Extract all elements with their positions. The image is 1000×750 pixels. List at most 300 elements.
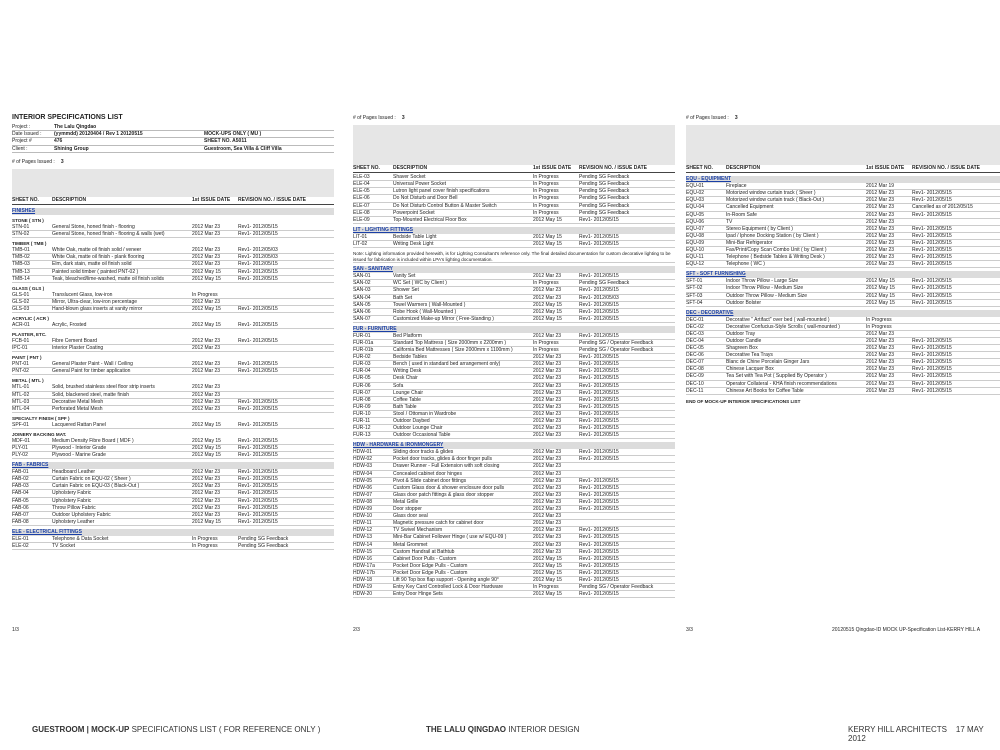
description: Outdoor Upholstery Fabric (52, 511, 111, 518)
meta-row-project-number (12, 138, 334, 145)
description: Pocket Door Edge Pulls - Custom (393, 569, 468, 576)
spec-row (353, 520, 675, 527)
revision: Rev1- 2012/05/15 (238, 483, 278, 490)
revision: Rev1- 2012/05/15 (579, 555, 619, 562)
description: Medium Density Fibre Board ( MDF ) (52, 437, 134, 444)
issue-date: 2012 Mar 23 (533, 527, 562, 534)
spec-row (12, 292, 334, 299)
sheet-no: FAB-05 (12, 497, 29, 504)
description: Shower Set (393, 287, 419, 294)
issue-date: 2012 May 15 (533, 591, 562, 598)
sheet-no: FAB-08 (12, 518, 29, 525)
sheet-no: HDW-17a (353, 562, 375, 569)
description: Glass door patch fittings & glass door stopper (393, 491, 494, 498)
spec-row (353, 302, 675, 309)
sheet-no: ELE-06 (353, 195, 370, 202)
issue-date: 2012 Mar 23 (192, 247, 221, 254)
spec-row (12, 261, 334, 268)
description: Hand-blown glass inserts at vanity mirror (52, 305, 143, 312)
sheet-no: FUR-09 (353, 403, 371, 410)
revision: Pending SG Feedback (579, 202, 630, 209)
sheet-no: DEC-01 (686, 316, 704, 323)
spec-row (353, 354, 675, 361)
spec-row (353, 449, 675, 456)
sheet-no: FCB-01 (12, 338, 30, 345)
revision (912, 324, 1000, 330)
subsection-heading: JOINERY BACKING MAT. (12, 431, 67, 437)
revision: Rev1- 2012/05/15 (579, 410, 619, 417)
spec-row (353, 181, 675, 188)
spec-row (12, 306, 334, 313)
sheet-no: SFT-01 (686, 278, 703, 285)
spec-row (12, 345, 334, 352)
sheet-no: HDW-04 (353, 470, 373, 477)
description: Entry Door Hinge Sets (393, 591, 443, 598)
description: Elm, dark stain, matte oil finish solid (52, 261, 132, 268)
revision: Rev1- 2012/05/15 (912, 292, 952, 299)
spec-row (353, 485, 675, 492)
revision: Rev1- 2012/05/15 (579, 368, 619, 375)
revision: Pending SG / Operator Feedback (579, 339, 654, 346)
issue-date: 2012 Mar 23 (533, 361, 562, 368)
sheet-no: SAN-06 (353, 308, 371, 315)
spec-row (353, 340, 675, 347)
section-heading: EQU - EQUIPMENT (686, 176, 1000, 183)
meta-row-client (12, 146, 334, 153)
spec-row (353, 210, 675, 217)
description: Acrylic, Frosted (52, 321, 87, 328)
issue-date: 2012 Mar 19 (866, 183, 895, 190)
sheet-no: ELE-05 (353, 188, 370, 195)
revision: Rev1- 2012/05/15 (912, 359, 952, 366)
revision: Rev1- 2012/05/15 (579, 273, 619, 280)
sheet-no: SAN-02 (353, 280, 371, 287)
spec-row (686, 331, 1000, 338)
issue-date: 2012 Mar 23 (192, 469, 221, 476)
spec-list-page-2 (353, 174, 675, 598)
revision: Rev1- 2012/05/15 (912, 278, 952, 285)
revision: Rev1- 2012/05/15 (238, 321, 278, 328)
description: California Bed Mattresses ( Size 2000mm x 1100mm ) (393, 347, 513, 354)
description: Fireplace (726, 183, 747, 190)
sheet-no: ELE-07 (353, 202, 370, 209)
description: Fibre Cement Board (52, 338, 98, 345)
revision: Rev1- 2012/05/15 (579, 498, 619, 505)
revision: Rev1- 2012/05/15 (912, 190, 952, 197)
description: Operator Collateral - KHA finish recommendations (726, 380, 837, 387)
issue-date: 2012 Mar 23 (192, 224, 221, 231)
sheet-no: EQU-06 (686, 218, 705, 225)
sheet-no: DEC-05 (686, 345, 704, 352)
description: Door stopper (393, 506, 422, 513)
description: Drawer Runner - Full Extension with soft closing (393, 463, 500, 470)
revision: Rev1- 2012/05/15 (579, 449, 619, 456)
sheet-no: LIT-01 (353, 233, 368, 240)
spec-row (353, 591, 675, 598)
sheet-no: STN-02 (12, 231, 30, 238)
issue-date: 2012 May 15 (866, 299, 895, 306)
issue-date: In Progress (192, 535, 218, 542)
spec-list-page-3 (686, 176, 1000, 405)
description: Motorized window curtain track ( Sheer ) (726, 190, 816, 197)
issue-date: 2012 Mar 23 (533, 375, 562, 382)
issue-date: 2012 Mar 23 (533, 432, 562, 439)
description: In-Room Safe (726, 211, 757, 218)
description: Lounge Chair (393, 389, 424, 396)
description: Do Not Disturb Control Button & Master Switch (393, 202, 497, 209)
description: Outdoor Occasional Table (393, 432, 451, 439)
sheet-no: HDW-20 (353, 591, 373, 598)
spec-row (353, 309, 675, 316)
spec-row (12, 269, 334, 276)
description: Lacquered Rattan Panel (52, 421, 106, 428)
sheet-no: ACR-01 (12, 321, 30, 328)
description: General Stone, honed finish - flooring & walls (wet) (52, 231, 165, 238)
footer-middle (426, 725, 579, 734)
spec-row (12, 276, 334, 283)
description: Sliding door tracks & glides (393, 449, 454, 456)
page-number: 1/3 (12, 627, 19, 633)
sheet-no: STN-01 (12, 224, 30, 231)
description: Stool / Ottoman in Wardrobe (393, 410, 457, 417)
sheet-no: HDW-10 (353, 513, 373, 520)
revision: Rev1- 2012/05/15 (238, 504, 278, 511)
spec-row (353, 570, 675, 577)
spec-row (12, 490, 334, 497)
spec-row (353, 563, 675, 570)
revision: Rev1- 2012/05/15 (238, 469, 278, 476)
footer-right (848, 725, 1000, 743)
revision (912, 219, 1000, 225)
spec-row (353, 549, 675, 556)
description: Chinese Art Books for Coffee Table (726, 387, 804, 394)
issue-date: 2012 Mar 23 (192, 490, 221, 497)
revision: Rev1- 2012/05/15 (912, 261, 952, 268)
meta-value: 476 (54, 138, 63, 145)
description: Entry Key Card Controlled Lock & Door Hardware (393, 584, 504, 591)
revision: Rev1- 2012/05/15 (579, 491, 619, 498)
spec-row (353, 174, 675, 181)
sheet-no: EQU-12 (686, 261, 705, 268)
spec-row (353, 418, 675, 425)
description: Shagreen Box (726, 345, 758, 352)
sheet-no: HDW-13 (353, 534, 373, 541)
issue-date: 2012 Mar 23 (866, 225, 895, 232)
sheet-no: MTL-02 (12, 391, 30, 398)
description: Solid, brushed stainless steel floor strip inserts (52, 384, 155, 391)
sheet-no: SAN-01 (353, 273, 371, 280)
revision: Rev1- 2012/05/15 (579, 315, 619, 322)
revision: Rev1- 2012/05/15 (579, 548, 619, 555)
description: Plywood - Interior Grade (52, 445, 107, 451)
spec-row (12, 452, 334, 459)
revision (579, 471, 675, 477)
description: Vanity Set (393, 273, 416, 280)
spec-row (353, 397, 675, 404)
section-heading: SFT - SOFT FURNISHING (686, 271, 1000, 278)
description: Chinese Lacquer Box (726, 366, 774, 373)
spec-row (12, 519, 334, 526)
revision (238, 345, 334, 351)
sheet-no: TMB-13 (12, 268, 30, 275)
issue-date: 2012 May 15 (866, 278, 895, 285)
section-heading: ELE - ELECTRICAL FITTINGS (12, 529, 334, 536)
description: Translucent Glass, low-iron (52, 291, 113, 298)
spec-row (353, 234, 675, 241)
revision: Rev1- 2012/05/15 (579, 576, 619, 583)
revision: Rev1- 2012/05/15 (579, 382, 619, 389)
description: Stereo Equipment ( by Client ) (726, 225, 793, 232)
issue-date: 2012 May 15 (533, 576, 562, 583)
issue-date: In Progress (533, 280, 559, 287)
revision (238, 384, 334, 390)
description: General Stone, honed finish - flooring (52, 224, 135, 231)
issue-date: 2012 Mar 23 (192, 345, 221, 352)
revision: Rev1- 2012/05/15 (912, 345, 952, 352)
description: Concealed cabinet door hinges (393, 470, 462, 477)
description: Custom Handrail at Bathtub (393, 548, 455, 555)
sheet-no: ELE-02 (12, 543, 29, 550)
description: Desk Chair (393, 375, 418, 382)
footer-firm: KERRY HILL ARCHITECTS (848, 725, 947, 734)
issue-date: 2012 Mar 23 (533, 418, 562, 424)
issue-date: In Progress (533, 209, 559, 216)
issue-date: 2012 Mar 23 (192, 504, 221, 511)
spec-row (686, 285, 1000, 292)
issue-date: 2012 Mar 23 (866, 254, 895, 261)
description: Mini-Bar Refrigerator (726, 239, 773, 246)
issue-date: 2012 Mar 23 (192, 368, 221, 375)
revision: Rev1- 2012/05/03 (238, 247, 278, 254)
revision: Rev1- 2012/05/15 (912, 211, 952, 218)
sheet-no: SPF-01 (12, 421, 29, 428)
spec-row (353, 195, 675, 202)
revision: Rev1- 2012/05/15 (238, 305, 278, 312)
header-description: DESCRIPTION (52, 196, 87, 203)
sheet-page-1 (12, 115, 334, 550)
sheet-no: GLS-02 (12, 298, 30, 305)
spec-row (353, 295, 675, 302)
revision: Rev1- 2012/05/15 (579, 456, 619, 463)
issue-date: 2012 Mar 23 (866, 247, 895, 254)
spec-row (353, 527, 675, 534)
revision (238, 299, 334, 305)
issue-date: 2012 May 15 (533, 555, 562, 562)
sheet-no: ELE-09 (353, 216, 370, 223)
description: Writing Desk (393, 368, 422, 375)
issue-date: 2012 May 15 (192, 452, 221, 459)
footer-left-bold: GUESTROOM | MOCK-UP (32, 725, 130, 734)
description: General Plaster Paint - Wall / Ceiling (52, 361, 133, 368)
sheet-no: HDW-08 (353, 498, 373, 505)
issue-date: In Progress (533, 339, 559, 346)
sheet-no: FUR-01a (353, 339, 374, 346)
header-description: DESCRIPTION (393, 165, 428, 172)
issue-date: 2012 Mar 23 (533, 396, 562, 403)
revision: Pending SG Feedback (579, 280, 630, 287)
spec-row (686, 233, 1000, 240)
subsection-heading: SPECIALTY FINISH ( SPF ) (12, 415, 70, 421)
end-of-list: END OF MOCK-UP INTERIOR SPECIFICATIONS LIST (686, 398, 801, 404)
description: Bedside Tables (393, 354, 427, 361)
revision: Pending SG Feedback (579, 209, 630, 216)
pages-issued (353, 115, 675, 121)
revision: Rev1- 2012/05/15 (579, 541, 619, 548)
issue-date: 2012 May 15 (866, 292, 895, 299)
revision: Rev1- 2012/05/15 (238, 518, 278, 525)
sheet-no: FUR-13 (353, 432, 371, 439)
issue-date: 2012 May 15 (192, 268, 221, 275)
spec-row (686, 366, 1000, 373)
spec-row (686, 183, 1000, 190)
header-sheet-no: SHEET NO. (12, 196, 39, 203)
pages-issued (686, 115, 1000, 121)
spec-list-page-1 (12, 208, 334, 550)
sheet-no: MTL-01 (12, 384, 30, 391)
sheet-no: EQU-01 (686, 183, 705, 190)
spec-row (353, 425, 675, 432)
description: Perforated Metal Mesh (52, 405, 103, 412)
revision: Rev1- 2012/05/15 (912, 285, 952, 292)
spec-row (686, 388, 1000, 395)
spec-row (12, 254, 334, 261)
revision: Rev1- 2012/05/03 (238, 254, 278, 261)
spec-row (353, 203, 675, 210)
description: Pivot & Slide cabinet door fittings (393, 477, 467, 484)
sheet-no: SAN-05 (353, 301, 371, 308)
description: Sofa (393, 382, 404, 389)
section-heading: SAN - SANITARY (353, 266, 675, 273)
revision: Rev1- 2012/05/15 (238, 497, 278, 504)
issue-date: 2012 Mar 23 (533, 498, 562, 505)
footer-date: 17 MAY 2012 (848, 725, 984, 743)
issue-date: 2012 May 15 (533, 562, 562, 569)
meta-label: Date Issued : (12, 131, 42, 138)
spec-row (353, 506, 675, 513)
table-header (353, 165, 675, 173)
sheet-no: TMB-14 (12, 275, 30, 282)
issue-date: 2012 May 15 (192, 421, 221, 428)
revision: Rev1- 2012/05/15 (912, 225, 952, 232)
revision: Rev1- 2012/05/15 (912, 239, 952, 246)
spec-row (353, 390, 675, 397)
spec-row (686, 278, 1000, 285)
revision: Pending SG / Operator Feedback (579, 584, 654, 591)
header-revision: REVISION NO. / ISSUE DATE (238, 196, 306, 203)
pages-issued-label: # of Pages Issued : (353, 115, 396, 121)
sheet-no: FUR-06 (353, 382, 371, 389)
revision: Rev1- 2012/05/15 (579, 425, 619, 432)
issue-date: 2012 Mar 23 (866, 211, 895, 218)
description: Decorative Metal Mesh (52, 398, 104, 405)
issue-date: 2012 Mar 23 (533, 449, 562, 456)
issue-date: 2012 Mar 23 (533, 368, 562, 375)
sheet-no: PLY-02 (12, 452, 28, 459)
description: Lutron light panel cover finish specifications (393, 188, 490, 195)
description: Solid, blackened steel, matte finish (52, 391, 129, 398)
spec-row (353, 534, 675, 541)
description: Coffee Table (393, 396, 421, 403)
spec-row (686, 345, 1000, 352)
issue-date: 2012 Mar 23 (533, 534, 562, 541)
revision: Rev1- 2012/05/15 (579, 216, 619, 223)
revision: Rev1- 2012/05/15 (912, 366, 952, 373)
meta-right: MOCK-UPS ONLY ( MU ) (204, 131, 262, 138)
issue-date: 2012 Mar 23 (533, 389, 562, 396)
issue-date: 2012 May 15 (533, 233, 562, 240)
description: Motorized window curtain track ( Black-Out ) (726, 197, 825, 204)
sheet-no: DEC-11 (686, 387, 704, 394)
footer-left-rest: SPECIFICATIONS LIST ( FOR REFERENCE ONLY ) (129, 725, 321, 734)
description: Headboard Leather (52, 469, 96, 476)
spec-row (12, 361, 334, 368)
issue-date: 2012 Mar 23 (192, 391, 221, 398)
spec-row (353, 347, 675, 354)
spec-row (686, 219, 1000, 226)
spec-row (353, 404, 675, 411)
sheet-no: SAN-04 (353, 294, 371, 301)
description: TV (726, 218, 733, 225)
description: Painted solid timber ( painted PNT-02 ) (52, 268, 139, 275)
description: Telephone ( Bedside Tables & Writing Desk ) (726, 254, 825, 261)
issue-date: 2012 Mar 23 (192, 298, 221, 305)
revision: Rev1- 2012/05/15 (579, 534, 619, 541)
description: Blanc de Chine Porcelain Ginger Jars (726, 359, 810, 366)
revision: Rev1- 2012/05/15 (912, 247, 952, 254)
spec-row (12, 469, 334, 476)
revision: Rev1- 2012/05/15 (238, 490, 278, 497)
description: Universal Power Socket (393, 181, 447, 188)
sheet-no: MTL-03 (12, 398, 30, 405)
sheet-no: SAN-07 (353, 315, 371, 322)
sheet-no: PLY-01 (12, 445, 28, 451)
spec-row (686, 352, 1000, 359)
revision: Rev1- 2012/05/15 (238, 476, 278, 483)
sheet-no: ELE-04 (353, 181, 370, 188)
header-band (12, 169, 334, 197)
header-revision: REVISION NO. / ISSUE DATE (579, 165, 647, 172)
spec-row (353, 188, 675, 195)
sheet-no: FUR-10 (353, 410, 371, 417)
issue-date: In Progress (866, 323, 892, 330)
issue-date: 2012 Mar 23 (866, 366, 895, 373)
description: Do Not Disturb and Door Bell (393, 195, 458, 202)
revision: Rev1- 2012/05/15 (579, 591, 619, 598)
issue-date: 2012 Mar 23 (866, 239, 895, 246)
description: Outdoor Throw Pillow - Medium Size (726, 292, 808, 299)
issue-date: In Progress (533, 181, 559, 188)
revision: Rev1- 2012/05/15 (238, 361, 278, 368)
sheet-no: EQU-11 (686, 254, 704, 261)
spec-row (686, 247, 1000, 254)
spec-row (12, 338, 334, 345)
description: Tea Set with Tea Pot ( Supplied By Operator ) (726, 373, 827, 380)
document-title: INTERIOR SPECIFICATIONS LIST (12, 114, 123, 121)
revision (238, 392, 334, 398)
description: Outdoor Tray (726, 330, 756, 337)
sheet-no: HDW-05 (353, 477, 373, 484)
issue-date: 2012 Mar 23 (866, 330, 895, 337)
revision: Rev1- 2012/05/15 (238, 421, 278, 428)
spec-row (12, 322, 334, 329)
description: Bath Set (393, 294, 413, 301)
revision: Rev1- 2012/05/15 (912, 299, 952, 306)
revision: Pending SG Feedback (579, 195, 630, 202)
revision: Rev1- 2012/05/15 (238, 261, 278, 268)
spec-row (353, 478, 675, 485)
description: TV Swivel Mechanism (393, 527, 443, 534)
spec-row (686, 261, 1000, 268)
